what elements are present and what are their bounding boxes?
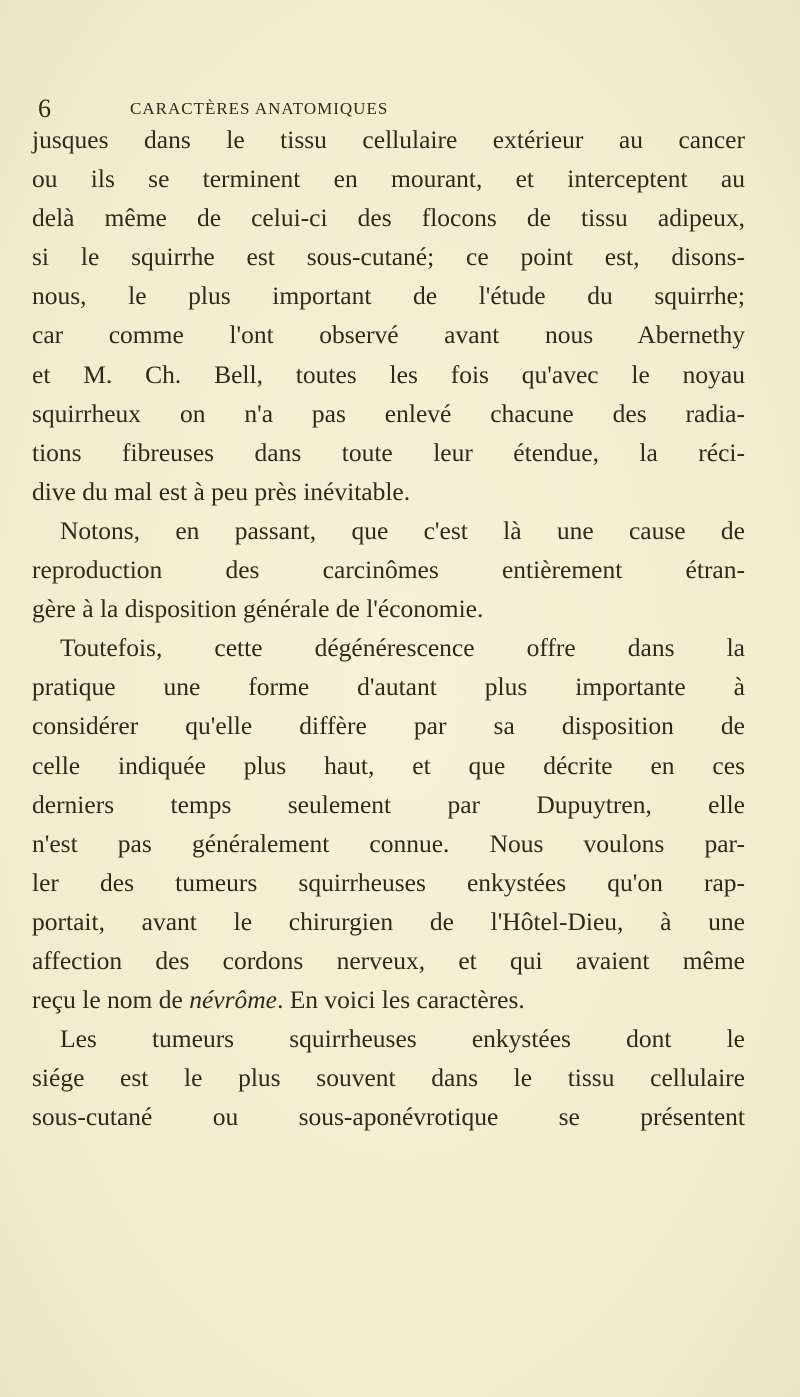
text-line [32,746,745,785]
text-line-content: Toutefois, cette dégénérescence offre dans la [60,633,745,663]
text-line [32,511,745,550]
text-segment: reçu le nom de [32,985,190,1015]
text-line [32,667,745,706]
text-line [32,589,745,628]
text-line-content: squirrheux on n'a pas enlevé chacune des radia- [32,398,745,428]
text-line-content [32,985,525,1014]
text-line [32,276,745,315]
text-line-content: jusques dans le tissu cellulaire extérieur au cancer [32,125,745,154]
text-line-content: pratique une forme d'autant plus importante à [32,672,745,702]
text-line [32,1058,745,1097]
text-line-content: portait, avant le chirurgien de l'Hôtel-Dieu, à une [32,906,745,936]
text-line-content: delà même de celui-ci des flocons de tissu adipeux, [32,203,745,233]
running-title: CARACTÈRES ANATOMIQUES [130,99,389,118]
text-line-content: gère à la disposition générale de l'économie. [32,594,484,624]
text-line [32,1097,745,1136]
text-line-content: dive du mal est à peu près inévitable. [32,476,411,506]
text-line [32,628,745,667]
text-line-content: siége est le plus souvent dans le tissu cellulaire [32,1063,745,1093]
text-line [32,159,745,198]
text-line [32,198,745,237]
text-line [32,472,745,511]
text-line [32,433,745,472]
text-line [32,315,745,354]
text-line [32,941,745,980]
text-line [32,706,745,745]
text-line-content: et M. Ch. Bell, toutes les fois qu'avec le noyau [32,359,745,389]
text-line-content: derniers temps seulement par Dupuytren, elle [32,789,745,819]
text-line [32,550,745,589]
text-line [32,785,745,824]
text-line-content: Les tumeurs squirrheuses enkystées dont le [60,1024,745,1054]
text-line-content: car comme l'ont observé avant nous Abernethy [32,320,745,350]
text-line-content: ou ils se terminent en mourant, et interceptent au [32,164,745,194]
text-line-content: tions fibreuses dans toute leur étendue, la réci- [32,437,745,467]
text-line [32,394,745,433]
body-text [32,120,745,1136]
text-line [32,824,745,863]
text-line [32,120,745,159]
page-number: 6 [38,94,51,123]
italic-term: névrôme [189,985,277,1015]
text-line-content: nous, le plus important de l'étude du squirrhe; [32,281,745,311]
text-line [32,237,745,276]
text-line-content: ler des tumeurs squirrheuses enkystées qu'on rap- [32,867,745,897]
text-line [32,863,745,902]
text-line-content: considérer qu'elle diffère par sa disposition de [32,711,745,741]
text-line [32,902,745,941]
text-line [32,1019,745,1058]
text-line-content: reproduction des carcinômes entièrement étran- [32,555,745,585]
text-line [32,355,745,394]
text-line [32,980,745,1019]
text-line-content: n'est pas généralement connue. Nous voulons par- [32,828,745,858]
text-line-content: celle indiquée plus haut, et que décrite en ces [32,750,745,780]
text-line-content: Notons, en passant, que c'est là une cause de [60,515,745,545]
text-line-content: si le squirrhe est sous-cutané; ce point est, disons- [32,242,745,272]
text-segment: . En voici les caractères. [276,985,525,1015]
text-line-content: affection des cordons nerveux, et qui avaient même [32,945,745,975]
text-line-content: sous-cutané ou sous-aponévrotique se présentent [32,1102,745,1132]
